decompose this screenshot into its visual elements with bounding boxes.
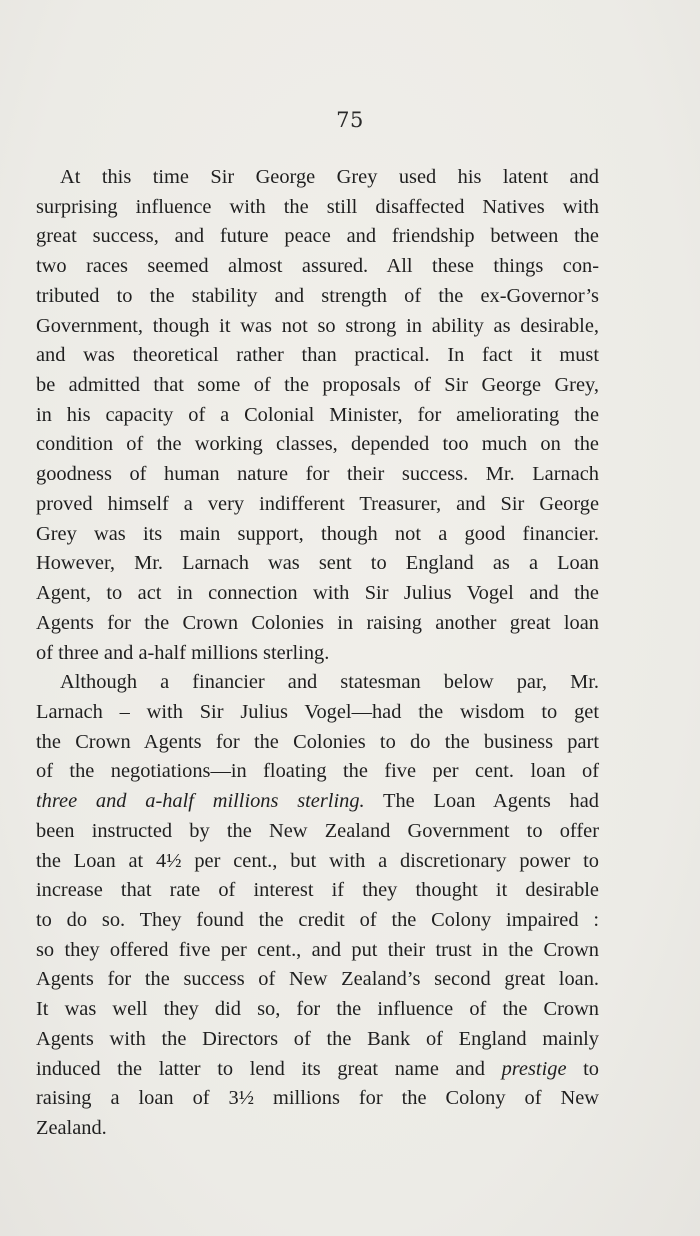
body-text	[36, 163, 599, 1144]
text-line: Grey was its main support, though not a good financier.	[36, 522, 599, 545]
text-line: Larnach – with Sir Julius Vogel—had the wisdom to get	[36, 700, 599, 723]
text-line: the Crown Agents for the Colonies to do the business part	[36, 730, 599, 753]
text-line: Government, though it was not so strong in ability as desirable,	[36, 314, 599, 337]
text-line: goodness of human nature for their success. Mr. Larnach	[36, 463, 599, 486]
text-line: and was theoretical rather than practical. In fact it must	[36, 344, 599, 367]
text-line: be admitted that some of the proposals of Sir George Grey,	[36, 374, 599, 397]
italic-text-segment: prestige	[501, 1057, 567, 1080]
text-line: to do so. They found the credit of the Colony impaired :	[36, 908, 599, 931]
text-line: At this time Sir George Grey used his latent and	[60, 166, 599, 188]
text-segment: to	[566, 1057, 599, 1080]
text-line: been instructed by the New Zealand Government to offer	[36, 819, 599, 842]
text-line: raising a loan of 3½ millions for the Colony of New	[36, 1087, 599, 1110]
text-line	[36, 1055, 599, 1085]
text-line: so they offered five per cent., and put their trust in the Crown	[36, 938, 599, 961]
text-line: It was well they did so, for the influence of the Crown	[36, 998, 599, 1021]
text-line: proved himself a very indifferent Treasurer, and Sir George	[36, 492, 599, 515]
text-line: Agents with the Directors of the Bank of England mainly	[36, 1027, 599, 1050]
text-line: of three and a-half millions sterling.	[36, 641, 330, 664]
text-line: in his capacity of a Colonial Minister, for ameliorating the	[36, 403, 599, 426]
text-line: However, Mr. Larnach was sent to England as a Loan	[36, 552, 599, 575]
text-line: Zealand.	[36, 1117, 107, 1139]
text-line: Although a financier and statesman below par, Mr.	[60, 671, 599, 694]
text-line: Agent, to act in connection with Sir Julius Vogel and the	[36, 582, 599, 605]
italic-text-segment: three and a-half millions sterling.	[36, 790, 365, 813]
text-line: increase that rate of interest if they thought it desirable	[36, 879, 599, 902]
text-line: Agents for the success of New Zealand’s second great loan.	[36, 968, 599, 991]
text-line: condition of the working classes, depended too much on the	[36, 433, 599, 456]
text-line: great success, and future peace and friendship between the	[36, 225, 599, 248]
text-segment: The Loan Agents had	[364, 790, 599, 813]
text-line: of the negotiations—in floating the five per cent. loan of	[36, 760, 599, 783]
text-line: tributed to the stability and strength of the ex-Governor’s	[36, 284, 599, 307]
text-line: surprising influence with the still disaffected Natives with	[36, 195, 599, 218]
text-line: Agents for the Crown Colonies in raising another great loan	[36, 611, 599, 634]
text-line: the Loan at 4½ per cent., but with a discretionary power to	[36, 849, 599, 872]
page-number: 75	[336, 108, 364, 132]
text-segment: induced the latter to lend its great name and	[36, 1057, 502, 1080]
text-line	[36, 787, 599, 817]
text-line: two races seemed almost assured. All these things con-	[36, 255, 599, 278]
